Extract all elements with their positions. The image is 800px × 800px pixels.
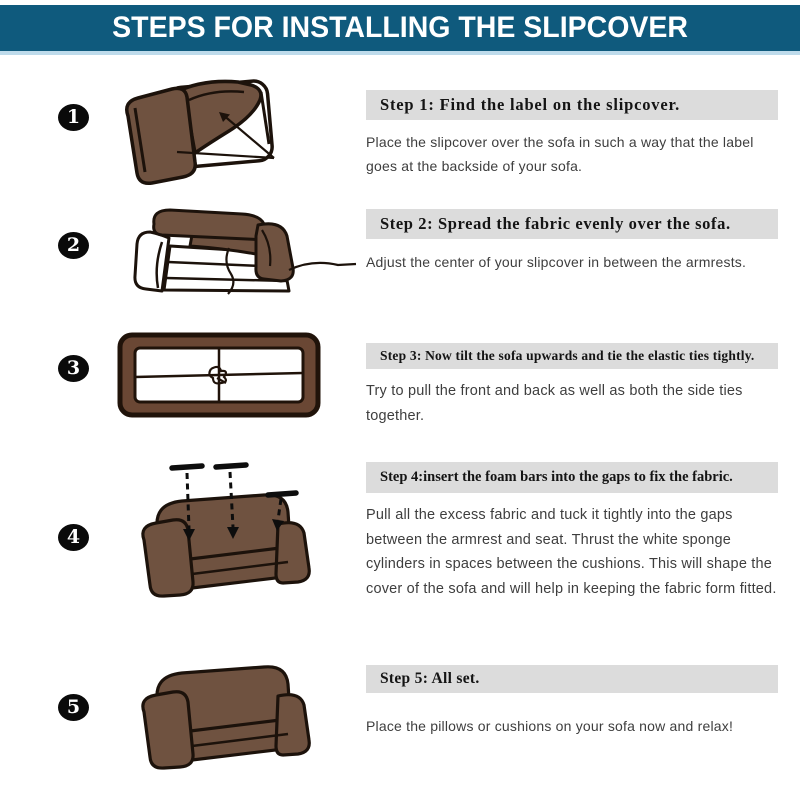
step-3-heading: Step 3: Now tilt the sofa upwards and tie the elastic ties tightly. bbox=[366, 343, 778, 369]
step-1-text-block bbox=[366, 90, 778, 179]
step-3-text-block bbox=[366, 343, 778, 428]
step-2-number-badge: 2 bbox=[58, 232, 89, 259]
step-3-sofa-illustration bbox=[113, 328, 331, 424]
header-banner bbox=[0, 5, 800, 55]
step-4-description: Pull all the excess fabric and tuck it tightly into the gaps between the armrest and seat. Thrust the white sponge cylinders in spaces between the cushions. This will shape the cover of the sofa and will help in keeping the fabric form fitted. bbox=[366, 507, 777, 597]
step-2-heading: Step 2: Spread the fabric evenly over the sofa. bbox=[366, 209, 778, 239]
step-3-description: Try to pull the front and back as well as both the side ties together. bbox=[366, 383, 743, 424]
step-4-sofa-illustration bbox=[110, 450, 350, 612]
step-5-description: Place the pillows or cushions on your sofa now and relax! bbox=[366, 718, 734, 734]
step-5-number-badge: 5 bbox=[58, 694, 89, 721]
page-title: STEPS FOR INSTALLING THE SLIPCOVER bbox=[112, 11, 688, 44]
step-3-number-badge: 3 bbox=[58, 355, 89, 382]
step-1-sofa-illustration bbox=[98, 76, 350, 188]
step-1-number-badge: 1 bbox=[58, 104, 89, 131]
step-2-sofa-illustration bbox=[92, 196, 360, 304]
step-5-heading: Step 5: All set. bbox=[366, 665, 778, 693]
step-2-description: Adjust the center of your slipcover in between the armrests. bbox=[366, 254, 747, 270]
sofa-slipcover-label-icon bbox=[98, 76, 350, 188]
step-5-sofa-illustration bbox=[108, 638, 350, 796]
step-1-heading: Step 1: Find the label on the slipcover. bbox=[366, 90, 778, 120]
sofa-foam-bars-icon bbox=[110, 450, 350, 612]
step-4-heading: Step 4:insert the foam bars into the gaps to fix the fabric. bbox=[366, 462, 778, 493]
step-5-text-block bbox=[366, 665, 778, 739]
sofa-covered-icon bbox=[108, 638, 350, 796]
step-4-text-block bbox=[366, 462, 778, 602]
step-2-text-block bbox=[366, 209, 778, 275]
step-1-description: Place the slipcover over the sofa in such a way that the label goes at the backside of your sofa. bbox=[366, 134, 754, 174]
sofa-bottom-ties-icon bbox=[113, 328, 331, 424]
sofa-half-covered-icon bbox=[92, 196, 360, 304]
step-4-number-badge: 4 bbox=[58, 524, 89, 551]
